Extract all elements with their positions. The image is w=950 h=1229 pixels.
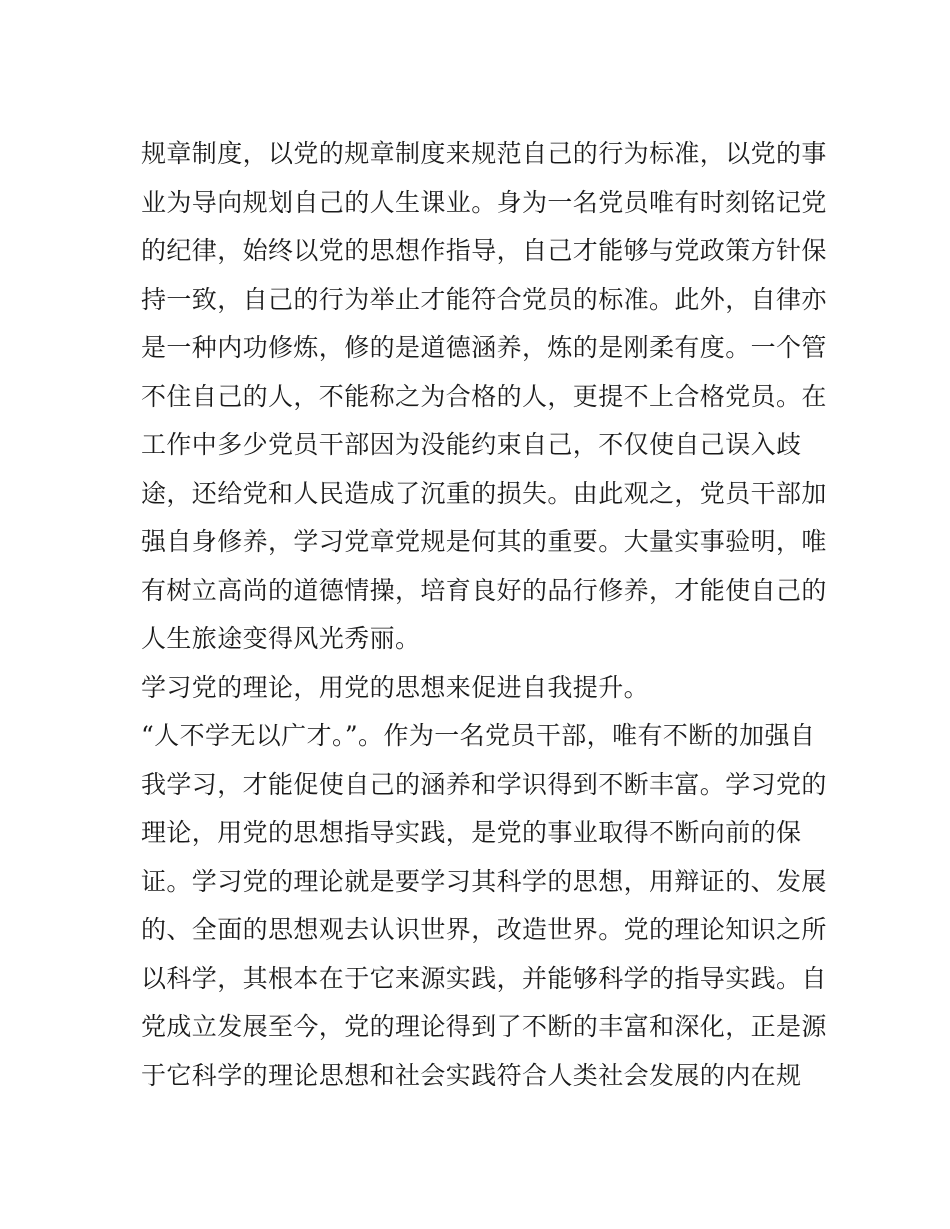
- document-body: [141, 130, 827, 1100]
- text-line: 理论，用党的思想指导实践，是党的事业取得不断向前的保: [141, 818, 802, 847]
- text-line: “人不学无以广才。”。作为一名党员干部，唯有不断的加强自: [141, 721, 816, 750]
- text-line: 强自身修养，学习党章党规是何其的重要。大量实事验明，唯: [141, 527, 827, 556]
- text-line: 是一种内功修炼，修的是道德涵养，炼的是刚柔有度。一个管: [141, 333, 827, 362]
- text-line: 不住自己的人，不能称之为合格的人，更提不上合格党员。在: [141, 381, 827, 411]
- text-line: 证。学习党的理论就是要学习其科学的思想，用辩证的、发展: [141, 866, 827, 896]
- section-heading: 学习党的理论，用党的思想来促进自我提升。: [141, 672, 650, 702]
- text-line: 我学习，才能促使自己的涵养和学识得到不断丰富。学习党的: [141, 769, 827, 799]
- text-line: 有树立高尚的道德情操，培育良好的品行修养，才能使自己的: [141, 575, 827, 605]
- text-line: 于它科学的理论思想和社会实践符合人类社会发展的内在规: [141, 1060, 802, 1090]
- text-line: 规章制度，以党的规章制度来规范自己的行为标准，以党的事: [141, 139, 827, 168]
- text-line: 以科学，其根本在于它来源实践，并能够科学的指导实践。自: [141, 963, 827, 993]
- text-line: 人生旅途变得风光秀丽。: [141, 624, 421, 653]
- text-line: 的纪律，始终以党的思想作指导，自己才能够与党政策方针保: [141, 236, 827, 265]
- text-line: 党成立发展至今，党的理论得到了不断的丰富和深化，正是源: [141, 1012, 827, 1041]
- text-line: 工作中多少党员干部因为没能约束自己，不仅使自己误入歧: [141, 430, 802, 459]
- text-line: 业为导向规划自己的人生课业。身为一名党员唯有时刻铭记党: [141, 187, 827, 217]
- text-line: 途，还给党和人民造成了沉重的损失。由此观之，党员干部加: [141, 478, 827, 508]
- text-line: 持一致，自己的行为举止才能符合党员的标准。此外，自律亦: [141, 284, 827, 314]
- text-line: 的、全面的思想观去认识世界，改造世界。党的理论知识之所: [141, 915, 827, 944]
